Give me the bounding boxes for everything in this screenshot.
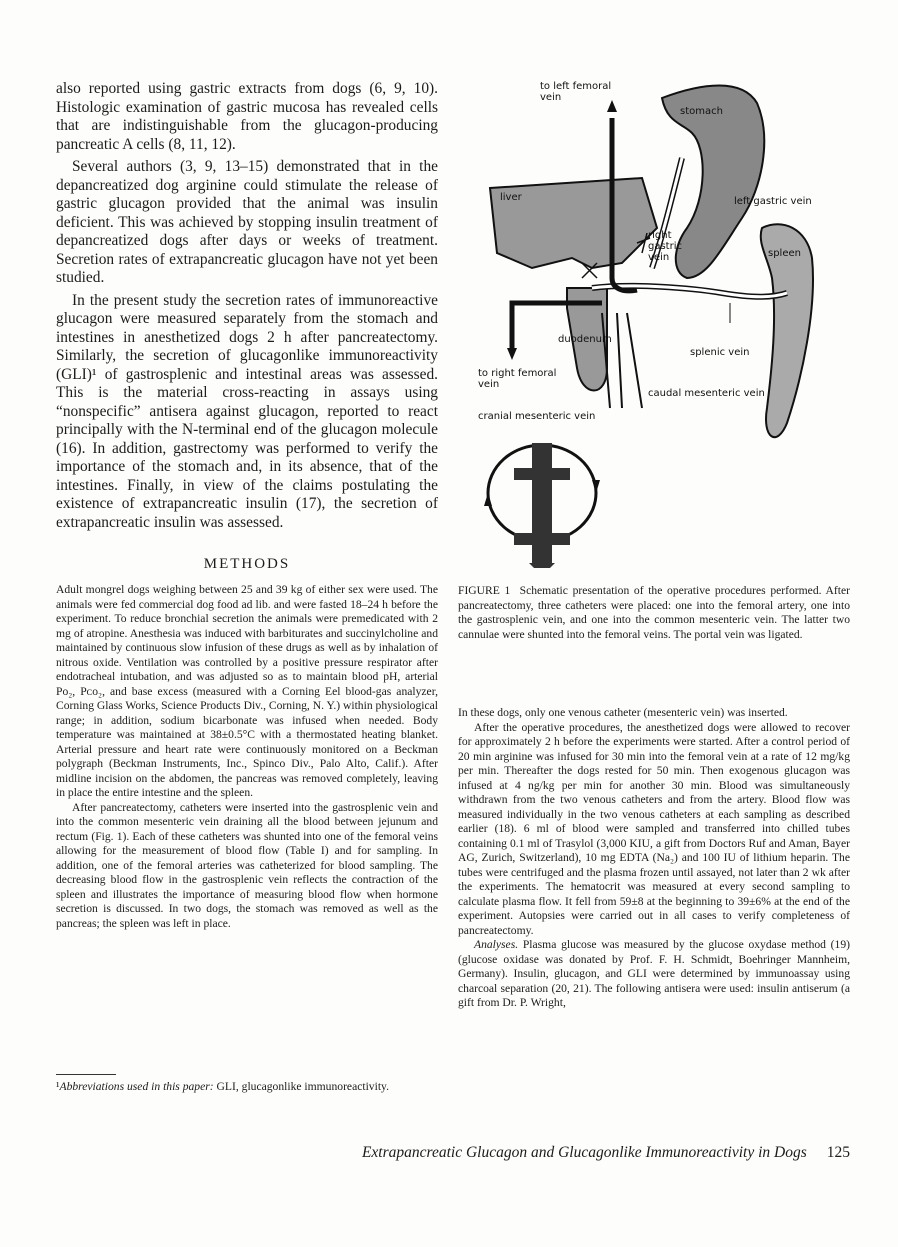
label-spleen: spleen	[768, 248, 801, 259]
label-splenic-vein: splenic vein	[690, 347, 750, 358]
running-title: Extrapancreatic Glucagon and Glucagonlike Immunoreactivity in Dogs	[361, 1144, 807, 1161]
caption-label: FIGURE 1	[458, 584, 511, 597]
label-caudal-mesenteric: caudal mesenteric vein	[648, 388, 765, 399]
right-column	[458, 706, 850, 1011]
body-paragraph: In these dogs, only one venous catheter (mesenteric vein) was inserted.	[458, 706, 788, 719]
footnote-mark: ¹	[56, 1080, 60, 1093]
label-left-gastric: left gastric vein	[734, 196, 812, 207]
label-to-left-femoral: to left femoral vein	[540, 81, 612, 103]
body-paragraph: After the operative procedures, the anesthetized dogs were allowed to recover for approximately 2 h before the experiments were started. After a control period of 20 min arginine was infused for 30 min into the femoral vein at a rate of 12 mg/kg per min. Thereafter the dogs rested for 50 min. Then exogenous glucagon was infused at 4 ng/kg per min for another 30 min. Blood was simultaneously withdrawn from the two venous catheters and from the artery. Blood flow was measured individually in the two venous catheters at each sampling as described earlier (18). 6 ml of blood were sampled and transferred into chilled tubes containing 0.1 ml of Trasylol (3,000 KIU, a gift from Doctors Ruf and Aman, Bayer AG, Zurich, Switzerland), 10 mg EDTA (Na₂) and 100 IU of lithium heparin. The tubes were centrifuged and the plasma frozen until assayed, not later than 2 wk after the experiments. The hematocrit was measured at every second sampling to calculate plasma flow. It fell from 59±8 at the beginning to 39±6% at the end of the experiment. Autopsies were carried out in all cases to verify completeness of pancreatectomy.	[458, 720, 850, 937]
label-cranial-mesenteric: cranial mesenteric vein	[478, 411, 596, 422]
arrow-down	[507, 348, 517, 360]
label-to-right-femoral: to right femoral vein	[478, 368, 557, 390]
figure-caption	[458, 584, 850, 642]
intro-paragraph: Several authors (3, 9, 13–15) demonstrated that in the depancreatized dog arginine could stimulate the release of gastric glucagon provided that the animal was insulin deficient. This was achieved by stopping insulin treatment of depancreatized dogs after days or weeks of treatment. Secretion rates of extrapancreatic glucagon have not yet been studied.	[56, 158, 438, 286]
methods-paragraph: Adult mongrel dogs weighing between 25 and 39 kg of either sex were used. The animals were fed commercial dog food ad lib. and were fasted 18–24 h before the experiment. To reduce bronchial secretion the animals were premedicated with 2 mg of atropine. Anesthesia was induced with barbiturates and succinylcholine and maintained by continuous slow infusion of these drugs as well as by inhalation of nitrous oxide. Ventilation was controlled by a positive pressure respirator after endotracheal intubation, and was adjusted so as to maintain blood pH, arterial Pᴏ₂, Pᴄᴏ₂, and base excess (measured with a Corning Eel blood-gas analyzer, Corning Glass Works, Science Products Div., Corning, N. Y.) within physiological range; in addition, sodium bicarbonate was infused when needed. Body temperature was maintained at 38±0.5°C with a thermostated heating blanket. Arterial pressure and heart rate were continuously monitored on a Beckman polygraph (Beckman Instruments, Inc., Spinco Div., Palo Alto, Calif.). After midline incision on the abdomen, the pancreas was removed completely, leaving in place the entire intestine and the spleen.	[56, 583, 438, 799]
methods-paragraph: After pancreatectomy, catheters were inserted into the gastrosplenic vein and into the common mesenteric vein draining all the blood between jejunum and rectum (Fig. 1). Each of these catheters was shunted into one of the femoral veins allowing for the measurement of blood flow (Table I) and for sampling. In addition, one of the femoral arteries was catheterized for blood sampling. The decreasing blood flow in the gastrosplenic vein reflects the contraction of the spleen and illustrates the importance of measuring blood flow when hormone secretion is discussed. In two dogs, the stomach was removed as well as the pancreas; the spleen was left in place.	[56, 800, 438, 930]
anatomy-diagram	[472, 78, 852, 568]
footnote-rule	[56, 1074, 116, 1075]
analyses-label: Analyses.	[474, 938, 519, 951]
footnote-text: GLI, glucagonlike immunoreactivity.	[216, 1080, 389, 1093]
figure-1-diagram	[472, 78, 852, 568]
label-right-gastric: right gastric vein	[648, 230, 682, 263]
label-liver: liver	[500, 192, 522, 203]
page-footer	[258, 1144, 850, 1162]
left-column	[56, 80, 438, 931]
caption-text: Schematic presentation of the operative procedures performed. After pancreatectomy, three catheters were placed: one into the femoral artery, one into the gastrosplenic vein, and one into the common mesenteric vein. The latter two cannulae were shunted into the femoral veins. The portal vein was ligated.	[458, 584, 850, 641]
methods-heading: METHODS	[203, 556, 291, 572]
label-stomach: stomach	[680, 106, 723, 117]
page-number: 125	[826, 1144, 850, 1161]
footnote-label: Abbreviations used in this paper:	[59, 1080, 214, 1093]
dog-schematic	[484, 443, 600, 568]
intro-paragraph: also reported using gastric extracts from dogs (6, 9, 10). Histologic examination of gastric mucosa has revealed cells that are indistinguishable from the glucagon-producing pancreatic A cells (8, 11, 12).	[56, 80, 438, 153]
analyses-text: Plasma glucose was measured by the glucose oxydase method (19) (glucose oxidase was donated by Prof. F. H. Schmidt, Boehringer Mannheim, Germany). Insulin, glucagon, and GLI were determined by immunoassay using charcoal separation (20, 21). The following antisera were used: insulin antiserum (a gift from Dr. P. Wright,	[458, 938, 850, 1009]
footnote	[56, 1080, 438, 1094]
intro-paragraph: In the present study the secretion rates of immunoreactive glucagon were measured separately from the stomach and intestines in anesthetized dogs 2 h after pancreatectomy. Similarly, the secretion of glucagonlike immunoreactivity (GLI)¹ of gastrosplenic and intestinal areas was assessed. This is the material cross-reacting in assays using “nonspecific” antisera against glucagon, reported to react principally with the N-terminal end of the glucagon molecule (16). In addition, gastrectomy was performed to verify the importance of the stomach and, in its absence, that of the intestines. Finally, in view of the claims postulating the existence of extrapancreatic insulin (17), the secretion of extrapancreatic insulin was assessed.	[56, 291, 438, 531]
label-duodenum: duodenum	[558, 334, 612, 345]
